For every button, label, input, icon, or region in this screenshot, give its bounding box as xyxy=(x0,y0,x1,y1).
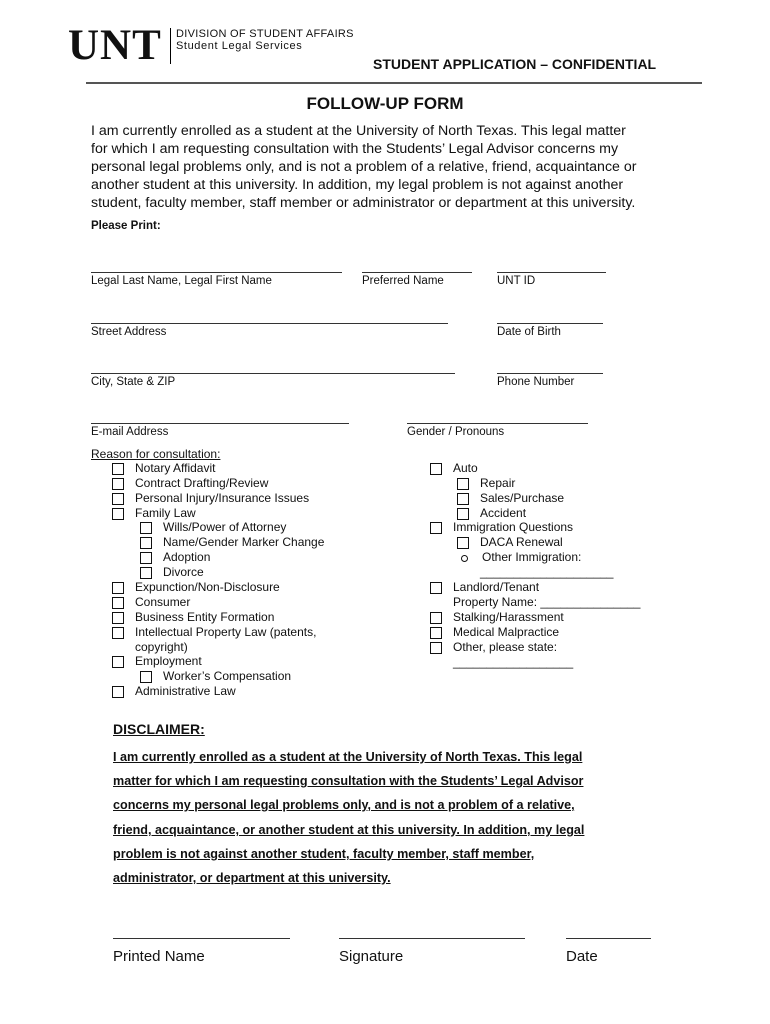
checkbox-icon[interactable] xyxy=(112,597,124,609)
phone-number-field[interactable] xyxy=(497,373,603,374)
checkbox-icon[interactable] xyxy=(140,537,152,549)
name-label: Legal Last Name, Legal First Name xyxy=(91,275,272,287)
checkbox-divorce[interactable] xyxy=(140,565,204,580)
checkbox-icon[interactable] xyxy=(112,686,124,698)
street-address-field[interactable] xyxy=(91,323,448,324)
checkbox-label: Contract Drafting/Review xyxy=(135,476,269,490)
checkbox-injury[interactable] xyxy=(112,491,309,506)
checkbox-icon[interactable] xyxy=(112,627,124,639)
phone-number-label: Phone Number xyxy=(497,376,575,388)
checkbox-label: Expunction/Non-Disclosure xyxy=(135,580,280,594)
checkbox-family-law[interactable] xyxy=(112,506,196,521)
checkbox-ip-law[interactable] xyxy=(112,625,316,640)
checkbox-label: Name/Gender Marker Change xyxy=(163,535,325,549)
email-field[interactable] xyxy=(91,423,349,424)
checkbox-icon[interactable] xyxy=(430,463,442,475)
checkbox-icon[interactable] xyxy=(140,522,152,534)
checkbox-label: Administrative Law xyxy=(135,684,236,698)
checkbox-label: DACA Renewal xyxy=(480,535,563,549)
date-of-birth-field[interactable] xyxy=(497,323,603,324)
checkbox-label: Sales/Purchase xyxy=(480,491,565,505)
disclaimer-line: administrator, or department at this university. xyxy=(113,871,391,885)
confidential-heading: STUDENT APPLICATION – CONFIDENTIAL xyxy=(373,56,657,72)
name-field[interactable] xyxy=(91,272,342,273)
preferred-name-label: Preferred Name xyxy=(362,275,444,287)
checkbox-icon[interactable] xyxy=(112,656,124,668)
checkbox-label: Notary Affidavit xyxy=(135,461,216,475)
checkbox-icon[interactable] xyxy=(112,493,124,505)
disclaimer-line: I am currently enrolled as a student at the University of North Texas. This legal xyxy=(113,750,583,764)
checkbox-icon[interactable] xyxy=(430,642,442,654)
checkbox-consumer[interactable] xyxy=(112,595,190,610)
disclaimer-line: matter for which I am requesting consultation with the Students’ Legal Advisor xyxy=(113,774,584,788)
checkbox-label: Family Law xyxy=(135,506,196,520)
checkbox-label: Other, please state: xyxy=(453,640,558,654)
disclaimer-line: friend, acquaintance, or another student at this university. In addition, my legal xyxy=(113,823,585,837)
checkbox-accident[interactable] xyxy=(457,506,526,521)
reason-heading: Reason for consultation: xyxy=(91,447,221,461)
checkbox-administrative[interactable] xyxy=(112,684,236,699)
checkbox-icon[interactable] xyxy=(430,627,442,639)
checkbox-notary[interactable] xyxy=(112,461,215,476)
unt-id-field[interactable] xyxy=(497,272,606,273)
checkbox-label: Business Entity Formation xyxy=(135,610,275,624)
other-state-line[interactable]: __________________ xyxy=(453,655,574,669)
checkbox-icon[interactable] xyxy=(112,478,124,490)
unt-id-label: UNT ID xyxy=(497,275,536,287)
checkbox-stalking[interactable] xyxy=(430,610,564,625)
checkbox-label: Medical Malpractice xyxy=(453,625,560,639)
radio-icon[interactable] xyxy=(461,555,468,562)
service-name: Student Legal Services xyxy=(176,40,303,52)
preferred-name-field[interactable] xyxy=(362,272,472,273)
checkbox-sales[interactable] xyxy=(457,491,564,506)
checkbox-name-change[interactable] xyxy=(140,535,324,550)
checkbox-landlord[interactable] xyxy=(430,580,539,595)
checkbox-wills[interactable] xyxy=(140,520,286,535)
date-label: Date xyxy=(566,948,598,965)
other-immigration-line[interactable]: ____________________ xyxy=(480,565,614,579)
checkbox-icon[interactable] xyxy=(112,508,124,520)
radio-other-immigration[interactable] xyxy=(459,550,581,565)
checkbox-icon[interactable] xyxy=(457,493,469,505)
page-title: FOLLOW-UP FORM xyxy=(306,94,464,113)
checkbox-daca[interactable] xyxy=(457,535,563,550)
property-name-field[interactable]: Property Name: _______________ xyxy=(453,595,641,609)
city-state-zip-label: City, State & ZIP xyxy=(91,376,176,388)
please-print-label: Please Print: xyxy=(91,220,161,232)
division-name: DIVISION OF STUDENT AFFAIRS xyxy=(176,28,354,40)
signature-label: Signature xyxy=(339,948,404,965)
checkbox-auto[interactable] xyxy=(430,461,478,476)
checkbox-icon[interactable] xyxy=(457,508,469,520)
disclaimer-line: problem is not against another student, faculty member, staff member, xyxy=(113,847,535,861)
checkbox-label: Adoption xyxy=(163,550,211,564)
checkbox-label: Employment xyxy=(135,654,202,668)
checkbox-label: Landlord/Tenant xyxy=(453,580,540,594)
disclaimer-line: concerns my personal legal problems only, and is not a problem of a relative, xyxy=(113,798,575,812)
checkbox-label: Other Immigration: xyxy=(482,550,582,564)
checkbox-label: Personal Injury/Insurance Issues xyxy=(135,491,310,505)
checkbox-icon[interactable] xyxy=(140,671,152,683)
checkbox-icon[interactable] xyxy=(140,567,152,579)
intro-line: for which I am requesting consultation with the Students’ Legal Advisor concerns my xyxy=(91,141,619,157)
intro-line: another student at this university. In addition, my legal problem is not against another xyxy=(91,177,624,193)
checkbox-business[interactable] xyxy=(112,610,274,625)
gender-pronouns-label: Gender / Pronouns xyxy=(407,426,505,438)
street-address-label: Street Address xyxy=(91,326,167,338)
checkbox-label: Stalking/Harassment xyxy=(453,610,564,624)
checkbox-expunction[interactable] xyxy=(112,580,280,595)
checkbox-icon[interactable] xyxy=(430,522,442,534)
intro-line: student, faculty member, staff member or administrator or department at this university. xyxy=(91,195,636,211)
checkbox-employment[interactable] xyxy=(112,654,202,669)
checkbox-immigration[interactable] xyxy=(430,520,573,535)
checkbox-icon[interactable] xyxy=(112,463,124,475)
checkbox-malpractice[interactable] xyxy=(430,625,559,640)
checkbox-workers-comp[interactable] xyxy=(140,669,291,684)
checkbox-icon[interactable] xyxy=(457,478,469,490)
checkbox-label: Divorce xyxy=(163,565,204,579)
printed-name-field[interactable] xyxy=(113,938,290,939)
intro-paragraph xyxy=(91,122,691,212)
checkbox-icon[interactable] xyxy=(112,582,124,594)
checkbox-icon[interactable] xyxy=(430,612,442,624)
checkbox-contract[interactable] xyxy=(112,476,268,491)
checkbox-other[interactable] xyxy=(430,640,557,655)
city-state-zip-field[interactable] xyxy=(91,373,455,374)
date-field[interactable] xyxy=(566,938,651,939)
checkbox-icon[interactable] xyxy=(140,552,152,564)
printed-name-label: Printed Name xyxy=(113,948,205,965)
checkbox-label: Worker’s Compensation xyxy=(163,669,292,683)
checkbox-label: Immigration Questions xyxy=(453,520,574,534)
logo-divider xyxy=(170,28,171,64)
checkbox-adoption[interactable] xyxy=(140,550,210,565)
intro-line: I am currently enrolled as a student at the University of North Texas. This legal matter xyxy=(91,123,626,139)
email-label: E-mail Address xyxy=(91,426,169,438)
signature-field[interactable] xyxy=(339,938,525,939)
checkbox-icon[interactable] xyxy=(457,537,469,549)
checkbox-label: Repair xyxy=(480,476,516,490)
checkbox-icon[interactable] xyxy=(430,582,442,594)
checkbox-label: Consumer xyxy=(135,595,191,609)
header-rule xyxy=(86,82,702,84)
date-of-birth-label: Date of Birth xyxy=(497,326,561,338)
checkbox-icon[interactable] xyxy=(112,612,124,624)
checkbox-label: Accident xyxy=(480,506,527,520)
unt-logo: UNT xyxy=(68,22,162,69)
checkbox-label: Intellectual Property Law (patents, xyxy=(135,625,317,639)
checkbox-label: Wills/Power of Attorney xyxy=(163,520,287,534)
disclaimer-title: DISCLAIMER: xyxy=(113,721,205,737)
checkbox-label: Auto xyxy=(453,461,478,475)
gender-pronouns-field[interactable] xyxy=(407,423,588,424)
checkbox-repair[interactable] xyxy=(457,476,515,491)
checkbox-label-continued: copyright) xyxy=(135,640,188,654)
intro-line: personal legal problems only, and is not a problem of a relative, friend, acquaintance or xyxy=(91,159,637,175)
